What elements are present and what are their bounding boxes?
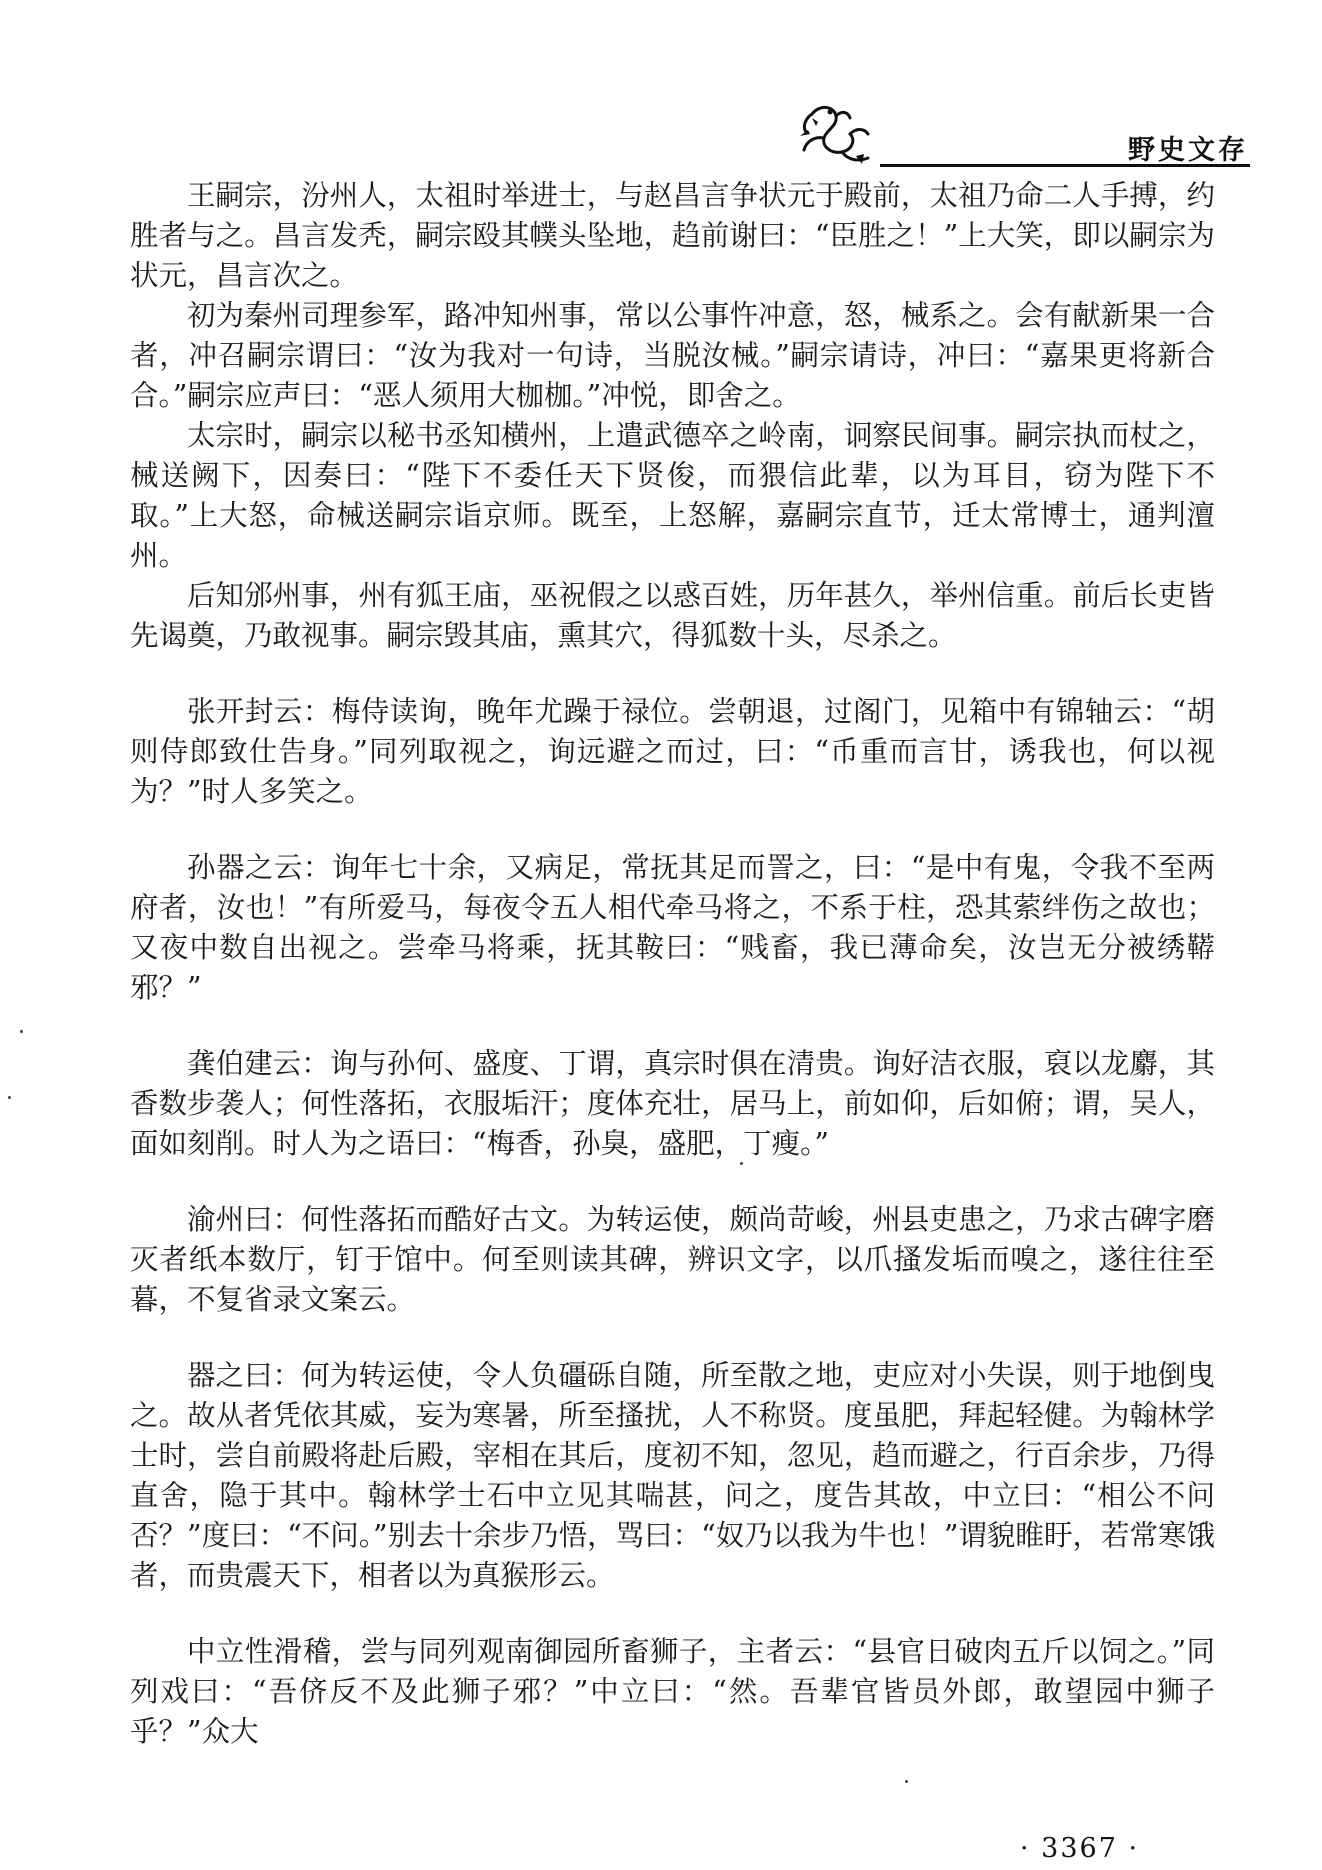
body-text bbox=[130, 176, 1215, 1752]
paragraph: 中立性滑稽，尝与同列观南御园所畜狮子，主者云：“县官日破肉五斤以饲之。”同列戏曰：“吾侪反不及此狮子邪？”中立曰：“然。吾辈官皆员外郎，敢望园中狮子乎？”众大 bbox=[130, 1635, 1215, 1748]
scan-speck bbox=[20, 1030, 23, 1033]
scan-speck bbox=[905, 1780, 908, 1783]
page-number: · 3367 · bbox=[1020, 1833, 1140, 1864]
paragraph: 渝州曰：何性落拓而酷好古文。为转运使，颇尚苛峻，州县吏患之，乃求古碑字磨灭者纸本数厅，钉于馆中。何至则读其碑，辨识文字，以爪搔发垢而嗅之，遂往往至暮，不复省录文案云。 bbox=[130, 1203, 1215, 1316]
running-title: 野史文存 bbox=[1128, 135, 1248, 166]
scan-speck bbox=[8, 1096, 11, 1099]
paragraph: 太宗时，嗣宗以秘书丞知横州，上遣武德卒之岭南，诇察民间事。嗣宗执而杖之，械送阙下，因奏曰：“陛下不委任天下贤俊，而猥信此辈，以为耳目，窃为陛下不取。”上大怒，命械送嗣宗诣京师。既至，上怒解，嘉嗣宗直节，迁太常博士，通判澶州。 bbox=[130, 419, 1215, 572]
paragraph: 后知邠州事，州有狐王庙，巫祝假之以惑百姓，历年甚久，举州信重。前后长吏皆先谒奠，乃敢视事。嗣宗毁其庙，熏其穴，得狐数十头，尽杀之。 bbox=[130, 579, 1215, 652]
paragraph: 王嗣宗，汾州人，太祖时举进士，与赵昌言争状元于殿前，太祖乃命二人手搏，约胜者与之。昌言发秃，嗣宗殴其幞头坠地，趋前谢曰：“臣胜之！”上大笑，即以嗣宗为状元，昌言次之。 bbox=[130, 179, 1215, 292]
dragon-icon bbox=[790, 100, 880, 170]
paragraph: 张开封云：梅侍读询，晚年尤躁于禄位。尝朝退，过阁门，见箱中有锦轴云：“胡则侍郎致仕告身。”同列取视之，询远避之而过，曰：“币重而言甘，诱我也，何以视为？”时人多笑之。 bbox=[130, 695, 1215, 808]
paragraph: 孙器之云：询年七十余，又病足，常抚其足而詈之，曰：“是中有鬼，令我不至两府者，汝也！”有所爱马，每夜令五人相代牵马将之，不系于柱，恐其萦绊伤之故也；又夜中数自出视之。尝牵马将乘，抚其鞍曰：“贱畜，我已薄命矣，汝岂无分被绣鞯邪？” bbox=[130, 851, 1215, 1004]
paragraph: 龚伯建云：询与孙何、盛度、丁谓，真宗时俱在清贵。询好洁衣服，裒以龙麝，其香数步袭人；何性落拓，衣服垢汗；度体充壮，居马上，前如仰，后如俯；谓，吴人，面如刻削。时人为之语曰：“梅香，孙臭，盛肥，丁瘦。” bbox=[130, 1047, 1215, 1160]
paragraph: 初为秦州司理参军，路冲知州事，常以公事忤冲意，怒，械系之。会有献新果一合者，冲召嗣宗谓曰：“汝为我对一句诗，当脱汝械。”嗣宗请诗，冲曰：“嘉果更将新合合。”嗣宗应声曰：“恶人须用大枷枷。”冲悦，即舍之。 bbox=[130, 299, 1215, 412]
paragraph: 器之曰：何为转运使，令人负礓砾自随，所至散之地，吏应对小失误，则于地倒曳之。故从者凭依其威，妄为寒暑，所至搔扰，人不称贤。度虽肥，拜起轻健。为翰林学士时，尝自前殿将赴后殿，宰相在其后，度初不知，忽见，趋而避之，行百余步，乃得直舍，隐于其中。翰林学士石中立见其喘甚，问之，度告其故，中立曰：“相公不问否？”度曰：“不问。”别去十余步乃悟，骂曰：“奴乃以我为牛也！”谓貌睢盱，若常寒饿者，而贵震天下，相者以为真猴形云。 bbox=[130, 1359, 1215, 1592]
scan-speck bbox=[740, 1162, 743, 1165]
running-header bbox=[790, 100, 1260, 170]
